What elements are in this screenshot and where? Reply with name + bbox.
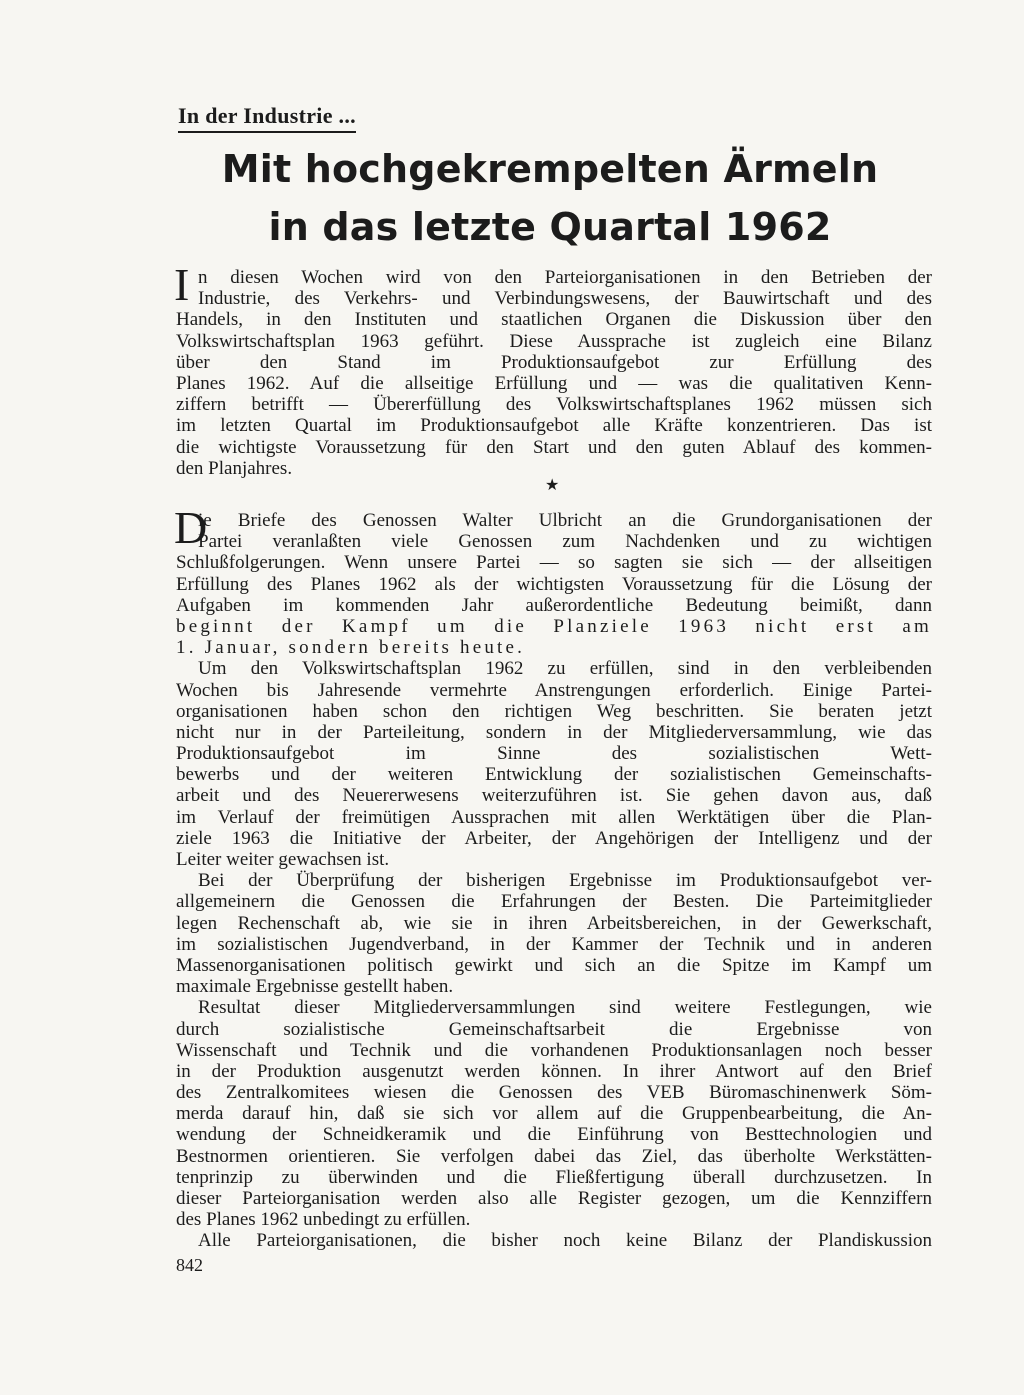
text-line: dieser Parteiorganisation werden also alle Register gezogen, um die Kennziffern [176,1188,932,1209]
page-number: 842 [176,1255,203,1275]
text-line: Bestnormen orientieren. Sie verfolgen dabei das Ziel, das überholte Werkstätten- [176,1145,932,1167]
text-line: des Zentralkomitees wiesen die Genossen des VEB Büromaschinenwerk Söm- [176,1082,932,1104]
text-line: bewerbs und der weiteren Entwicklung der sozialistischen Gemeinschafts- [176,764,932,786]
text-line: Volkswirtschaftsplan 1963 geführt. Diese Aussprache ist zugleich eine Bilanz [176,330,932,352]
text-line: die wichtigste Voraussetzung für den Start und den guten Ablauf des kommen- [176,436,932,458]
text-line: organisationen haben schon den richtigen Weg beschritten. Sie beraten jetzt [176,700,932,722]
text-line: legen Rechenschaft ab, wie sie in ihren Arbeitsbereichen, in der Gewerkschaft, [176,912,932,934]
text-line: Schlußfolgerungen. Wenn unsere Partei — so sagten sie sich — der allseitigen [176,552,932,574]
text-line: des Planes 1962 unbedingt zu erfüllen. [176,1209,471,1231]
text-line: merda darauf hin, daß sie sich vor allem auf die Gruppenbearbeitung, die An- [176,1103,932,1125]
text-line: Aufgaben im kommenden Jahr außerordentliche Bedeutung beimißt, dann [176,594,932,616]
headline [160,140,940,256]
text-line: im sozialistischen Jugendverband, in der Kammer der Technik und in anderen [176,933,932,955]
text-line: Industrie, des Verkehrs- und Verbindungswesens, der Bauwirtschaft und des [198,288,932,310]
text-line: Leiter weiter gewachsen ist. [176,849,390,870]
text-line: Erfüllung des Planes 1962 als der wichtigsten Voraussetzung für die Lösung der [176,573,932,595]
text-line: im letzten Quartal im Produktionsaufgebot alle Kräfte konzentrieren. Das ist [176,415,932,437]
text-line: Produktionsaufgebot im Sinne des sozialistischen Wett- [176,743,932,765]
text-line: maximale Ergebnisse gestellt haben. [176,976,454,998]
text-line: beginnt der Kampf um die Planziele 1963 nicht erst am [176,615,932,637]
text-line: ziffern betrifft — Übererfüllung des Volkswirtschaftsplanes 1962 müssen sich [176,394,932,416]
text-line: 1. Januar, sondern bereits heute. [176,637,526,659]
text-line: durch sozialistische Gemeinschaftsarbeit die Ergebnisse von [176,1018,932,1040]
text-line: Alle Parteiorganisationen, die bisher noch keine Bilanz der Plandiskussion [198,1230,932,1252]
text-line: über den Stand im Produktionsaufgebot zur Erfüllung des [176,351,932,373]
text-line: Massenorganisationen politisch gewirkt und sich an die Spitze im Kampf um [176,954,932,976]
text-line: wendung der Schneidkeramik und die Einführung von Besttechnologien und [176,1124,932,1146]
text-line: im Verlauf der freimütigen Aussprachen mit allen Werktätigen über die Plan- [176,806,932,828]
text-line: arbeit und des Neuererwesens weiterzuführen ist. Sie gehen davon aus, daß [176,785,932,807]
headline-line-2: in das letzte Quartal 1962 [268,205,832,249]
text-line: ziele 1963 die Initiative der Arbeiter, der Angehörigen der Intelligenz und der [176,827,932,849]
text-line: Planes 1962. Auf die allseitige Erfüllung und — was die qualitativen Kenn- [176,372,932,394]
text-line: Partei veranlaßten viele Genossen zum Nachdenken und zu wichtigen [198,531,932,553]
text-line: Handels, in den Instituten und staatlichen Organen die Diskussion über den [176,309,932,331]
text-line: n diesen Wochen wird von den Parteiorganisationen in den Betrieben der [198,267,932,288]
text-line: Um den Volkswirtschaftsplan 1962 zu erfüllen, sind in den verbleibenden [198,658,932,680]
text-line: in der Produktion ausgenutzt werden können. In ihrer Antwort auf den Brief [176,1060,932,1082]
paragraph-1 [176,267,932,479]
paragraph-2 [176,510,932,1252]
section-kicker: In der Industrie ... [178,103,356,133]
text-line: nicht nur in der Parteileitung, sondern in der Mitgliederversammlung, wie das [176,721,932,743]
section-divider-star: ★ [545,477,560,494]
drop-cap: D [174,502,208,553]
text-line: allgemeinern die Genossen die Erfahrungen der Besten. Die Parteimitglieder [176,891,932,913]
text-line: tenprinzip zu überwinden und die Fließfertigung überall durchzusetzen. In [176,1166,932,1188]
headline-line-1: Mit hochgekrempelten Ärmeln [221,147,879,191]
text-line: Resultat dieser Mitgliederversammlungen sind weitere Festlegungen, wie [198,997,932,1019]
text-line: Wissenschaft und Technik und die vorhandenen Produktionsanlagen noch besser [176,1039,932,1061]
text-line: den Planjahres. [176,457,293,479]
drop-cap: I [174,259,190,310]
text-line: ie Briefe des Genossen Walter Ulbricht an die Grundorganisationen der [198,510,932,531]
text-line: Wochen bis Jahresende vermehrte Anstrengungen erforderlich. Einige Partei- [176,679,932,701]
text-line: Bei der Überprüfung der bisherigen Ergebnisse im Produktionsaufgebot ver- [198,870,932,892]
